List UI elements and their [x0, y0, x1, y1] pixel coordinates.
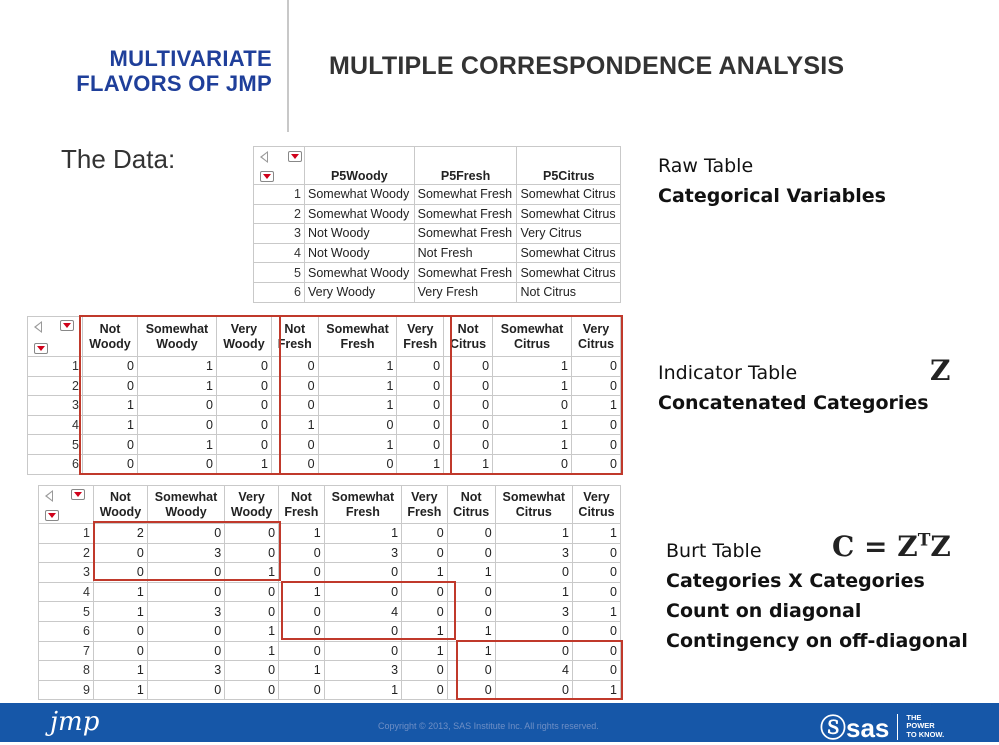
- column-header[interactable]: [324, 486, 401, 524]
- red-dropdown-icon[interactable]: [60, 320, 74, 331]
- table-cell[interactable]: 1: [138, 357, 217, 377]
- row-number[interactable]: 5: [254, 263, 305, 283]
- table-cell[interactable]: 0: [495, 621, 572, 641]
- table-cell[interactable]: 1: [402, 621, 448, 641]
- table-cell[interactable]: 1: [318, 396, 397, 416]
- table-cell[interactable]: 0: [271, 435, 318, 455]
- row-number[interactable]: 6: [28, 454, 83, 474]
- table-cell[interactable]: 1: [493, 435, 572, 455]
- table-cell[interactable]: Somewhat Fresh: [414, 204, 517, 224]
- table-cell[interactable]: 1: [495, 582, 572, 602]
- column-header-line: Citrus: [578, 504, 615, 519]
- table-cell[interactable]: 3: [324, 661, 401, 681]
- footer-bar: [0, 703, 999, 742]
- table-cell[interactable]: 3: [324, 543, 401, 563]
- table-cell[interactable]: 0: [216, 376, 271, 396]
- table-cell[interactable]: 0: [397, 396, 444, 416]
- burt-formula-lhs: C = Z: [832, 530, 918, 563]
- table-row: [254, 204, 621, 224]
- table-cell[interactable]: 0: [397, 376, 444, 396]
- table-cell[interactable]: 0: [324, 641, 401, 661]
- column-header-line: Citrus: [453, 504, 490, 519]
- table-cell[interactable]: 1: [225, 621, 279, 641]
- column-header[interactable]: [402, 486, 448, 524]
- burt-formula-rhs: Z: [930, 530, 951, 563]
- section-label: The Data:: [61, 144, 176, 174]
- column-header[interactable]: [94, 486, 148, 524]
- table-cell[interactable]: 0: [402, 582, 448, 602]
- table-row: [254, 185, 621, 205]
- raw-table-title: Raw Table: [658, 155, 754, 177]
- table-cell[interactable]: 0: [572, 543, 620, 563]
- column-header-line: Very: [411, 489, 438, 504]
- column-header-line: Woody: [89, 336, 131, 351]
- sas-tagline-2: POWER: [906, 721, 935, 731]
- table-cell[interactable]: 0: [402, 524, 448, 544]
- table-cell[interactable]: 1: [138, 376, 217, 396]
- row-number[interactable]: 3: [254, 224, 305, 244]
- column-header-line: Citrus: [450, 336, 487, 351]
- indicator-symbol: Z: [930, 354, 951, 387]
- row-number[interactable]: 3: [39, 563, 94, 583]
- sas-logo-divider: [897, 714, 898, 740]
- table-cell[interactable]: 1: [94, 661, 148, 681]
- sas-logo-mark: Ⓢsas: [820, 713, 890, 743]
- row-number[interactable]: 4: [254, 243, 305, 263]
- table-cell[interactable]: 0: [447, 680, 495, 700]
- table-cell[interactable]: Somewhat Woody: [305, 263, 415, 283]
- brand-line-1: MULTIVARIATE: [109, 46, 272, 71]
- red-dropdown-icon[interactable]: [34, 343, 48, 354]
- table-cell[interactable]: 0: [225, 524, 279, 544]
- table-cell[interactable]: 0: [402, 661, 448, 681]
- table-cell[interactable]: 0: [495, 680, 572, 700]
- table-cell[interactable]: 1: [495, 524, 572, 544]
- table-cell[interactable]: 0: [572, 415, 621, 435]
- table-cell[interactable]: 1: [279, 524, 325, 544]
- table-cell[interactable]: 0: [318, 454, 397, 474]
- table-cell[interactable]: 1: [318, 376, 397, 396]
- column-header-line: Woody: [156, 336, 198, 351]
- table-cell[interactable]: 0: [397, 415, 444, 435]
- table-cell[interactable]: Somewhat Fresh: [414, 185, 517, 205]
- table-cell[interactable]: 0: [225, 661, 279, 681]
- raw-table-subtitle: Categorical Variables: [658, 185, 886, 207]
- table-corner: [28, 317, 83, 357]
- table-cell[interactable]: 0: [447, 524, 495, 544]
- column-header[interactable]: [279, 486, 325, 524]
- table-cell[interactable]: 0: [572, 563, 620, 583]
- red-dropdown-icon[interactable]: [71, 489, 85, 500]
- table-cell[interactable]: 3: [147, 602, 224, 622]
- table-cell[interactable]: 0: [572, 641, 620, 661]
- column-header-line: Somewhat: [502, 489, 566, 504]
- table-cell[interactable]: 1: [83, 415, 138, 435]
- table-cell[interactable]: 0: [216, 357, 271, 377]
- table-cell[interactable]: 1: [402, 641, 448, 661]
- burt-formula: [832, 530, 951, 563]
- sas-logo: [820, 708, 944, 745]
- table-cell[interactable]: 0: [147, 582, 224, 602]
- table-cell[interactable]: 0: [572, 435, 621, 455]
- column-header-line: Woody: [165, 504, 207, 519]
- table-cell[interactable]: Somewhat Citrus: [517, 263, 621, 283]
- table-cell[interactable]: 0: [138, 454, 217, 474]
- row-number[interactable]: 9: [39, 680, 94, 700]
- highlight-diagonal-fresh: [281, 581, 456, 640]
- table-cell[interactable]: 1: [94, 582, 148, 602]
- column-header-line: Not: [284, 321, 306, 336]
- table-cell[interactable]: 1: [493, 357, 572, 377]
- table-cell[interactable]: 0: [216, 396, 271, 416]
- row-number[interactable]: 5: [39, 602, 94, 622]
- table-cell[interactable]: 1: [94, 680, 148, 700]
- table-corner: [254, 147, 305, 185]
- burt-line-1: Categories X Categories: [666, 570, 925, 592]
- column-header-line: Somewhat: [326, 321, 389, 336]
- highlight-diagonal-citrus: [456, 640, 623, 700]
- highlight-woody-group: [79, 315, 281, 475]
- burt-formula-sup: T: [917, 530, 931, 551]
- row-number[interactable]: 1: [39, 524, 94, 544]
- collapse-left-icon[interactable]: [260, 151, 268, 163]
- table-cell[interactable]: 0: [402, 680, 448, 700]
- table-cell[interactable]: 0: [444, 396, 493, 416]
- table-cell[interactable]: 1: [397, 454, 444, 474]
- highlight-fresh-group: [279, 315, 452, 475]
- table-cell[interactable]: 0: [572, 376, 621, 396]
- column-header-line: Somewhat: [500, 321, 564, 336]
- row-number[interactable]: 5: [28, 435, 83, 455]
- table-cell[interactable]: 0: [225, 602, 279, 622]
- sas-tagline: [906, 714, 944, 740]
- table-cell[interactable]: 0: [83, 435, 138, 455]
- table-cell[interactable]: 0: [271, 454, 318, 474]
- table-cell[interactable]: 0: [94, 641, 148, 661]
- table-cell[interactable]: Not Citrus: [517, 282, 621, 302]
- raw-table: [253, 146, 621, 303]
- table-cell[interactable]: 0: [444, 435, 493, 455]
- column-header-line: Fresh: [407, 504, 442, 519]
- table-cell[interactable]: 1: [572, 524, 620, 544]
- table-cell[interactable]: 0: [94, 563, 148, 583]
- table-cell[interactable]: 0: [318, 415, 397, 435]
- table-cell[interactable]: 1: [216, 454, 271, 474]
- table-cell[interactable]: 3: [495, 602, 572, 622]
- table-cell[interactable]: Very Woody: [305, 282, 415, 302]
- table-cell[interactable]: 0: [279, 602, 325, 622]
- table-cell[interactable]: 1: [572, 680, 620, 700]
- column-header-line: Citrus: [515, 504, 552, 519]
- page-title: MULTIPLE CORRESPONDENCE ANALYSIS: [329, 52, 845, 80]
- table-cell[interactable]: 1: [572, 602, 620, 622]
- table-cell[interactable]: Somewhat Citrus: [517, 243, 621, 263]
- table-cell[interactable]: 0: [324, 621, 401, 641]
- column-header[interactable]: [572, 486, 620, 524]
- row-number[interactable]: 4: [28, 415, 83, 435]
- table-cell[interactable]: 0: [138, 396, 217, 416]
- column-header-line: Very: [230, 321, 258, 336]
- column-header[interactable]: P5Citrus: [517, 147, 621, 185]
- table-cell[interactable]: 1: [572, 396, 621, 416]
- table-cell[interactable]: 0: [138, 415, 217, 435]
- table-cell[interactable]: 0: [324, 582, 401, 602]
- brand-line-2: FLAVORS OF JMP: [76, 71, 272, 96]
- row-number[interactable]: 2: [39, 543, 94, 563]
- table-cell[interactable]: 0: [279, 543, 325, 563]
- table-cell[interactable]: 0: [147, 680, 224, 700]
- table-cell[interactable]: 0: [225, 543, 279, 563]
- table-cell[interactable]: 0: [572, 454, 621, 474]
- table-cell[interactable]: 0: [447, 602, 495, 622]
- table-cell[interactable]: 0: [397, 435, 444, 455]
- table-cell[interactable]: 1: [493, 415, 572, 435]
- table-cell[interactable]: 0: [495, 563, 572, 583]
- table-cell[interactable]: 0: [402, 602, 448, 622]
- red-dropdown-icon[interactable]: [260, 171, 274, 182]
- column-header-line: Very: [582, 321, 610, 336]
- table-cell[interactable]: 0: [216, 415, 271, 435]
- table-cell[interactable]: 1: [447, 563, 495, 583]
- table-corner: [39, 486, 94, 524]
- table-cell[interactable]: 0: [271, 376, 318, 396]
- indicator-table-title: Indicator Table: [658, 362, 798, 384]
- column-header-line: Fresh: [345, 504, 380, 519]
- sas-tagline-1: THE: [906, 712, 922, 722]
- burt-line-3: Contingency on off-diagonal: [666, 630, 968, 652]
- table-cell[interactable]: 0: [402, 543, 448, 563]
- table-cell[interactable]: 1: [493, 376, 572, 396]
- table-cell[interactable]: 0: [397, 357, 444, 377]
- table-cell[interactable]: 0: [572, 621, 620, 641]
- table-cell[interactable]: 0: [147, 563, 224, 583]
- table-cell[interactable]: 1: [447, 641, 495, 661]
- table-cell[interactable]: 0: [83, 376, 138, 396]
- table-cell[interactable]: 1: [324, 524, 401, 544]
- indicator-table-subtitle: Concatenated Categories: [658, 392, 929, 414]
- brand-title: [40, 46, 272, 96]
- table-cell[interactable]: 0: [83, 454, 138, 474]
- table-cell[interactable]: 0: [279, 641, 325, 661]
- table-cell[interactable]: 0: [216, 435, 271, 455]
- column-header-line: Woody: [99, 504, 142, 519]
- table-cell[interactable]: Somewhat Fresh: [414, 263, 517, 283]
- table-cell[interactable]: 3: [147, 543, 224, 563]
- column-header-line: Not: [290, 489, 312, 504]
- table-cell[interactable]: 0: [271, 396, 318, 416]
- row-number[interactable]: 6: [254, 282, 305, 302]
- table-cell[interactable]: 0: [94, 543, 148, 563]
- table-cell[interactable]: 1: [279, 661, 325, 681]
- table-cell[interactable]: Not Woody: [305, 224, 415, 244]
- table-cell[interactable]: 1: [318, 435, 397, 455]
- table-cell[interactable]: 1: [444, 454, 493, 474]
- header-divider: [287, 0, 289, 132]
- column-header[interactable]: [225, 486, 279, 524]
- table-cell[interactable]: Very Fresh: [414, 282, 517, 302]
- table-cell[interactable]: 1: [94, 602, 148, 622]
- column-header-line: Very: [238, 489, 265, 504]
- table-row: [254, 224, 621, 244]
- row-number[interactable]: 1: [254, 185, 305, 205]
- table-cell[interactable]: 0: [279, 563, 325, 583]
- table-cell[interactable]: 0: [444, 415, 493, 435]
- row-number[interactable]: 1: [28, 357, 83, 377]
- row-number[interactable]: 8: [39, 661, 94, 681]
- table-cell[interactable]: 1: [318, 357, 397, 377]
- table-row: [254, 282, 621, 302]
- table-cell[interactable]: 1: [83, 396, 138, 416]
- table-cell[interactable]: 1: [324, 680, 401, 700]
- table-cell[interactable]: 0: [225, 582, 279, 602]
- table-cell[interactable]: 0: [444, 376, 493, 396]
- table-cell[interactable]: 1: [225, 641, 279, 661]
- table-cell[interactable]: 2: [94, 524, 148, 544]
- table-cell[interactable]: 0: [279, 621, 325, 641]
- raw-table-label: [658, 151, 886, 211]
- table-cell[interactable]: 0: [447, 543, 495, 563]
- row-number[interactable]: 2: [28, 376, 83, 396]
- red-dropdown-icon[interactable]: [45, 510, 59, 521]
- jmp-logo: jmp: [50, 707, 100, 737]
- column-header-line: Fresh: [277, 336, 312, 351]
- column-header[interactable]: [447, 486, 495, 524]
- column-header-line: Somewhat: [145, 321, 209, 336]
- table-cell[interactable]: 4: [495, 661, 572, 681]
- table-cell[interactable]: Somewhat Citrus: [517, 204, 621, 224]
- table-cell[interactable]: 0: [324, 563, 401, 583]
- collapse-left-icon[interactable]: [45, 490, 53, 502]
- table-cell[interactable]: Very Citrus: [517, 224, 621, 244]
- table-cell[interactable]: 0: [572, 357, 621, 377]
- column-header[interactable]: [495, 486, 572, 524]
- burt-line-2: Count on diagonal: [666, 600, 862, 622]
- row-number[interactable]: 6: [39, 621, 94, 641]
- table-cell[interactable]: 0: [495, 641, 572, 661]
- column-header-line: Fresh: [403, 336, 438, 351]
- table-cell[interactable]: 1: [225, 563, 279, 583]
- table-cell[interactable]: Not Fresh: [414, 243, 517, 263]
- table-cell[interactable]: 1: [447, 621, 495, 641]
- table-cell[interactable]: 1: [138, 435, 217, 455]
- highlight-diagonal-woody: [93, 521, 281, 581]
- table-cell[interactable]: 0: [572, 661, 620, 681]
- table-cell[interactable]: 0: [447, 661, 495, 681]
- table-cell[interactable]: 0: [83, 357, 138, 377]
- column-header-line: Somewhat: [154, 489, 218, 504]
- table-cell[interactable]: Somewhat Woody: [305, 204, 415, 224]
- table-cell[interactable]: 0: [279, 680, 325, 700]
- table-cell[interactable]: 3: [147, 661, 224, 681]
- column-header-line: Fresh: [284, 504, 319, 519]
- table-cell[interactable]: 3: [495, 543, 572, 563]
- column-header-line: Citrus: [513, 336, 551, 351]
- copyright-text: Copyright © 2013, SAS Institute Inc. All rights reserved.: [378, 721, 599, 731]
- indicator-table-label: [658, 358, 929, 418]
- highlight-citrus-group: [450, 315, 623, 475]
- table-cell[interactable]: 0: [225, 680, 279, 700]
- table-cell[interactable]: Somewhat Woody: [305, 185, 415, 205]
- table-cell[interactable]: 0: [447, 582, 495, 602]
- column-header-line: Not: [457, 321, 479, 336]
- row-number[interactable]: 3: [28, 396, 83, 416]
- column-header[interactable]: [147, 486, 224, 524]
- column-header-line: Not: [99, 321, 121, 336]
- column-header-line: Very: [407, 321, 434, 336]
- table-cell[interactable]: 0: [147, 524, 224, 544]
- column-header-line: Very: [583, 489, 610, 504]
- table-cell[interactable]: 0: [147, 641, 224, 661]
- table-cell[interactable]: Not Woody: [305, 243, 415, 263]
- table-row: [254, 243, 621, 263]
- column-header-line: Fresh: [340, 336, 375, 351]
- table-cell[interactable]: 0: [271, 357, 318, 377]
- column-header-line: Not: [460, 489, 482, 504]
- table-row: [254, 263, 621, 283]
- table-cell[interactable]: Somewhat Fresh: [414, 224, 517, 244]
- table-cell[interactable]: 0: [572, 582, 620, 602]
- row-number[interactable]: 4: [39, 582, 94, 602]
- sas-tagline-3: TO KNOW.: [906, 729, 945, 739]
- table-cell[interactable]: Somewhat Citrus: [517, 185, 621, 205]
- table-cell[interactable]: 4: [324, 602, 401, 622]
- table-cell[interactable]: 1: [402, 563, 448, 583]
- column-header-line: Somewhat: [331, 489, 395, 504]
- red-dropdown-icon[interactable]: [288, 151, 302, 162]
- table-cell[interactable]: 0: [444, 357, 493, 377]
- table-cell[interactable]: 0: [493, 396, 572, 416]
- table-cell[interactable]: 1: [279, 582, 325, 602]
- column-header[interactable]: P5Woody: [305, 147, 415, 185]
- row-number[interactable]: 2: [254, 204, 305, 224]
- column-header-line: Woody: [230, 504, 273, 519]
- burt-table-title: Burt Table: [666, 540, 762, 562]
- table-cell[interactable]: 1: [271, 415, 318, 435]
- table-cell[interactable]: 0: [147, 621, 224, 641]
- table-cell[interactable]: 0: [94, 621, 148, 641]
- table-cell[interactable]: 0: [493, 454, 572, 474]
- row-number[interactable]: 7: [39, 641, 94, 661]
- column-header-line: Citrus: [577, 336, 615, 351]
- column-header-line: Woody: [223, 336, 265, 351]
- collapse-left-icon[interactable]: [34, 321, 42, 333]
- column-header-line: Not: [110, 489, 131, 504]
- column-header[interactable]: P5Fresh: [414, 147, 517, 185]
